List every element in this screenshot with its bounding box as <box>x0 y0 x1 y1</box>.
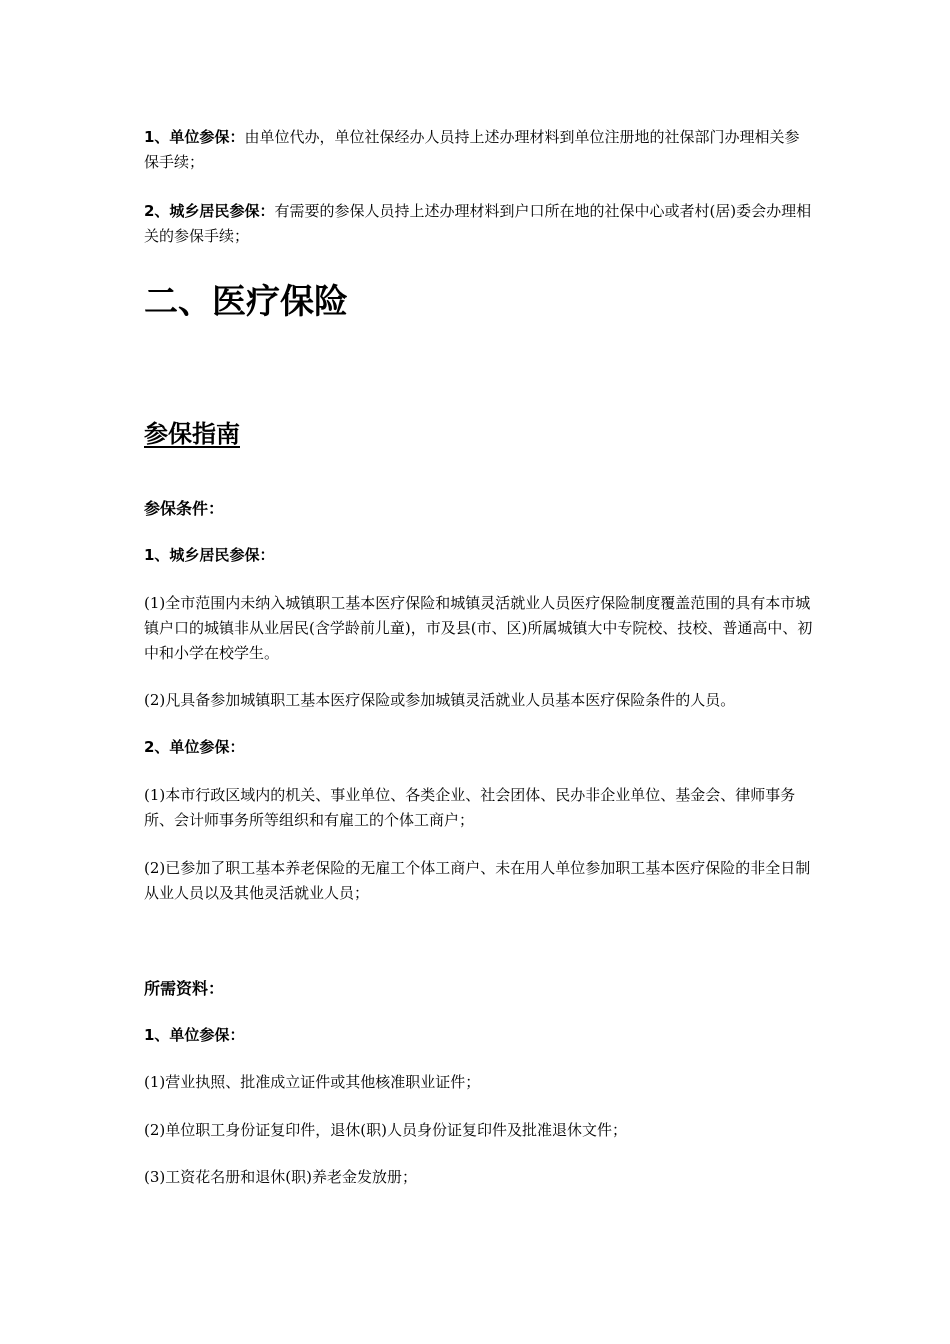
guide-title: 参保指南 <box>144 420 240 448</box>
materials-unit-item-2: (2)单位职工身份证复印件，退休(职)人员身份证复印件及批准退休文件； <box>144 1121 627 1139</box>
conditions-unit-item-1: (1)本市行政区域内的机关、事业单位、各类企业、社会团体、民办非企业单位、基金会、律师事务所、会计师事务所等组织和有雇工的个体工商户； <box>144 786 796 829</box>
section-title: 二、医疗保险 <box>144 282 348 322</box>
intro-unit-text: 由单位代办，单位社保经办人员持上述办理材料到单位注册地的社保部门办理相关参保手续； <box>144 128 800 171</box>
materials-unit-label: 1、单位参保： <box>144 1026 245 1044</box>
materials-unit-item-1: (1)营业执照、批准成立证件或其他核准职业证件； <box>144 1073 481 1091</box>
conditions-urban-item-2: (2)凡具备参加城镇职工基本医疗保险或参加城镇灵活就业人员基本医疗保险条件的人员。 <box>144 691 736 709</box>
conditions-heading: 参保条件： <box>144 499 225 518</box>
intro-paragraph-urban <box>144 199 814 249</box>
conditions-unit-label: 2、单位参保： <box>144 738 245 756</box>
intro-urban-label: 2、城乡居民参保： <box>144 202 275 220</box>
conditions-urban-label: 1、城乡居民参保： <box>144 546 275 564</box>
materials-unit-item-3: (3)工资花名册和退休(职)养老金发放册； <box>144 1168 417 1186</box>
intro-unit-label: 1、单位参保： <box>144 128 245 146</box>
intro-urban-text: 有需要的参保人员持上述办理材料到户口所在地的社保中心或者村(居)委会办理相关的参保手续； <box>144 202 812 245</box>
intro-paragraph-unit <box>144 125 814 175</box>
conditions-urban-item-1: (1)全市范围内未纳入城镇职工基本医疗保险和城镇灵活就业人员医疗保险制度覆盖范围的具有本市城镇户口的城镇非从业居民(含学龄前儿童)，市及县(市、区)所属城镇大中专院校、技校、普通高中、初中和小学在校学生。 <box>144 594 813 662</box>
conditions-unit-item-2: (2)已参加了职工基本养老保险的无雇工个体工商户、未在用人单位参加职工基本医疗保险的非全日制从业人员以及其他灵活就业人员； <box>144 859 811 902</box>
materials-heading: 所需资料： <box>144 979 225 998</box>
